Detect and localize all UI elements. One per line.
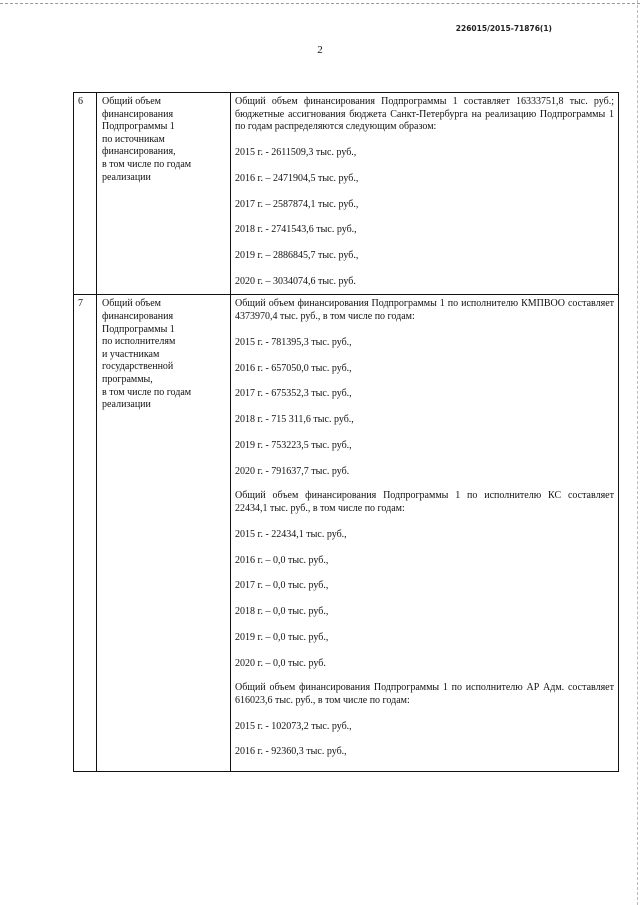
year-line: 2020 г. - 791637,7 тыс. руб.: [235, 465, 350, 477]
year-line: 2015 г. - 781395,3 тыс. руб.,: [235, 336, 352, 348]
row-label: [97, 295, 231, 772]
scan-edge-top: [0, 3, 640, 4]
paragraph-kmpvoo: Общий объем финансирования Подпрограммы 1 по исполнителю КМПВОО составляет 4373970,4 тыс. руб., в том числе по годам:: [235, 298, 614, 323]
year-line: 2019 г. - 753223,5 тыс. руб.,: [235, 439, 352, 451]
year-line: 2016 г. - 657050,0 тыс. руб.,: [235, 362, 352, 374]
row-content: [231, 295, 619, 772]
table-row-6: [74, 93, 619, 295]
paragraph-ks: Общий объем финансирования Подпрограммы 1 по исполнителю КС составляет 22434,1 тыс. руб., в том числе по годам:: [235, 490, 614, 514]
page-number: 2: [317, 44, 323, 56]
financing-table: [73, 92, 619, 772]
row-content: [231, 93, 619, 295]
year-line: 2016 г. – 2471904,5 тыс. руб.,: [235, 172, 359, 184]
year-line: 2018 г. – 0,0 тыс. руб.,: [235, 606, 329, 618]
year-line: 2017 г. – 2587874,1 тыс. руб.,: [235, 198, 359, 210]
row-label-text: Общий объем финансирования Подпрограммы 1 по источникам финансирования, в том числе по годам реализации: [102, 96, 192, 183]
year-line: 2020 г. – 0,0 тыс. руб.: [235, 657, 326, 669]
year-line: 2015 г. - 2611509,3 тыс. руб.,: [235, 146, 357, 158]
year-line: 2017 г. - 675352,3 тыс. руб.,: [235, 388, 352, 400]
year-line: 2016 г. – 0,0 тыс. руб.,: [235, 554, 329, 566]
year-line: 2019 г. – 2886845,7 тыс. руб.,: [235, 250, 359, 262]
table-row-7: [74, 295, 619, 772]
row-label-text: Общий объем финансирования Подпрограммы 1 по исполнителям и участникам государственной программы, в том числе по годам реализации: [102, 298, 192, 411]
row-label: [97, 93, 231, 295]
year-line: 2018 г. - 2741543,6 тыс. руб.,: [235, 224, 357, 236]
year-line: 2018 г. - 715 311,6 тыс. руб.,: [235, 414, 354, 426]
year-line: 2017 г. – 0,0 тыс. руб.,: [235, 580, 329, 592]
document-id: 226015/2015-71876(1): [455, 24, 552, 33]
paragraph-ar-adm: Общий объем финансирования Подпрограммы 1 по исполнителю АР Адм. составляет 616023,6 тыс. руб., в том числе по годам:: [235, 682, 614, 706]
year-line: 2015 г. - 22434,1 тыс. руб.,: [235, 528, 347, 540]
row-number: 7: [74, 295, 97, 772]
row-number: 6: [74, 93, 97, 295]
scan-edge-right: [637, 0, 638, 905]
paragraph-intro: Общий объем финансирования Подпрограммы 1 составляет 16333751,8 тыс. руб.; бюджетные ассигнования бюджета Санкт-Петербурга на реализацию Подпрограммы 1 по годам распределяются следующим образом:: [235, 96, 614, 133]
year-line: 2019 г. – 0,0 тыс. руб.,: [235, 631, 329, 643]
year-line: 2016 г. - 92360,3 тыс. руб.,: [235, 746, 347, 758]
year-line: 2020 г. – 3034074,6 тыс. руб.: [235, 275, 356, 287]
year-line: 2015 г. - 102073,2 тыс. руб.,: [235, 720, 352, 732]
